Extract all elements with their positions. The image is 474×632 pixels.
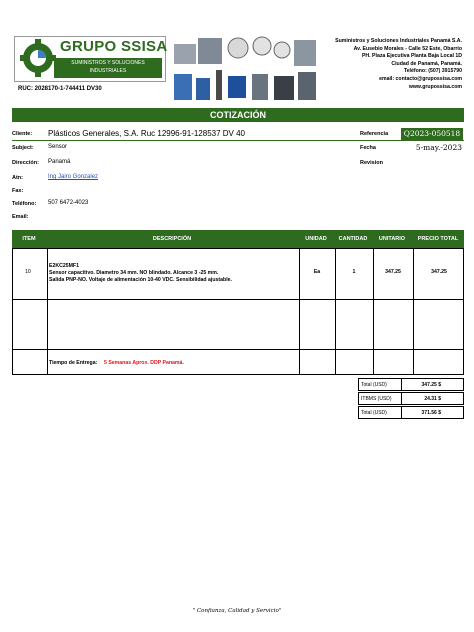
- table-row: [12, 299, 464, 350]
- address-line: Av. Eusebio Morales - Calle 52 Este, Obarrio: [353, 45, 462, 52]
- cell-unidad: Ea: [313, 269, 321, 275]
- cell-total: 347.25: [431, 269, 447, 275]
- subject-label: Subject:: [12, 145, 34, 151]
- delivery-value: 5 Semanas Aprox. DDP Panamá.: [104, 360, 184, 366]
- subject-value: Sensor: [48, 144, 68, 150]
- company-address: [302, 38, 462, 91]
- address-line: Ciudad de Panamá, Panamá.: [391, 60, 462, 67]
- total-value: 347.25 $: [421, 382, 441, 388]
- cell-item: 10: [25, 269, 31, 275]
- address-line: Teléfono: (507) 3915790: [403, 68, 462, 75]
- company-ruc: RUC: 2028170-1-744411 DV30: [18, 86, 102, 92]
- direccion-label: Dirección:: [12, 160, 39, 166]
- referencia-value: Q2023-050518: [401, 128, 463, 140]
- revision-label: Revision: [360, 160, 383, 166]
- referencia-label: Referencia: [360, 131, 389, 137]
- total-label: Total (USD): [361, 382, 387, 388]
- cliente-label: Cliente:: [12, 131, 33, 137]
- document-title: COTIZACIÓN: [12, 108, 464, 122]
- brand-name: GRUPO SSISA: [60, 38, 168, 55]
- cell-desc-line2: Salida PNP-NO. Voltaje de alimentación 10-40 VDC. Sensibilidad ajustable.: [49, 277, 232, 283]
- cell-cantidad: 1: [352, 269, 356, 275]
- email-label: Email:: [12, 214, 29, 220]
- header-cantidad: CANTIDAD: [338, 236, 368, 242]
- fecha-label: Fecha: [360, 145, 376, 151]
- fecha-value: 5-may.-2023: [415, 143, 462, 152]
- total-row: [358, 378, 464, 391]
- address-line: PH. Plaza Ejecutiva Planta Baja Local 1D: [361, 53, 462, 60]
- table-header: [12, 230, 464, 248]
- table-row: [12, 248, 464, 300]
- divider: [12, 140, 464, 141]
- footer-slogan: " Confianza, Calidad y Servicio": [192, 608, 282, 614]
- header-precio-total: PRECIO TOTAL: [417, 236, 459, 242]
- cell-desc-line1: Sensor capacitivo. Diametro 34 mm. NO blindado. Alcance 3 -25 mm.: [49, 270, 219, 276]
- cell-code: E2KC25MF1: [49, 263, 79, 269]
- delivery-row: [12, 349, 464, 375]
- address-line: www.grupossisa.com: [408, 83, 462, 90]
- telefono-value: 507 6472-4023: [48, 200, 89, 206]
- gear-logo-icon: [20, 38, 56, 78]
- itbms-row: [358, 392, 464, 405]
- header-item: ITEM: [22, 236, 36, 242]
- fax-label: Fax:: [12, 188, 24, 194]
- cliente-value: Plásticos Generales, S.A. Ruc 12996-91-128537 DV 40: [48, 129, 246, 138]
- address-line: Suministros y Soluciones Industriales Panamá S.A.: [335, 38, 462, 44]
- direccion-value: Panamá: [48, 159, 71, 165]
- grand-total-value: 371.56 $: [421, 410, 441, 416]
- grand-total-row: [358, 406, 464, 419]
- header-unidad: UNIDAD: [305, 236, 327, 242]
- brand-tagline: SUMINISTROS Y SOLUCIONES INDUSTRIALES: [54, 58, 162, 78]
- delivery-label: Tiempo de Entrega:: [49, 360, 98, 366]
- header-descripcion: DESCRIPCIÓN: [152, 236, 192, 242]
- itbms-label: ITBMS (USD): [361, 396, 392, 402]
- atn-label: Atn:: [12, 175, 23, 181]
- telefono-label: Teléfono:: [12, 201, 37, 207]
- address-line: email: contacto@grupossisa.com: [379, 75, 462, 82]
- itbms-value: 24.31 $: [424, 396, 441, 402]
- grand-total-label: Total (USD): [361, 410, 387, 416]
- cell-unitario: 347.25: [385, 269, 401, 275]
- atn-link[interactable]: Ing Jairo Gonzalez: [48, 174, 99, 180]
- product-collage-image: [170, 34, 320, 106]
- header-unitario: UNITARIO: [378, 236, 406, 242]
